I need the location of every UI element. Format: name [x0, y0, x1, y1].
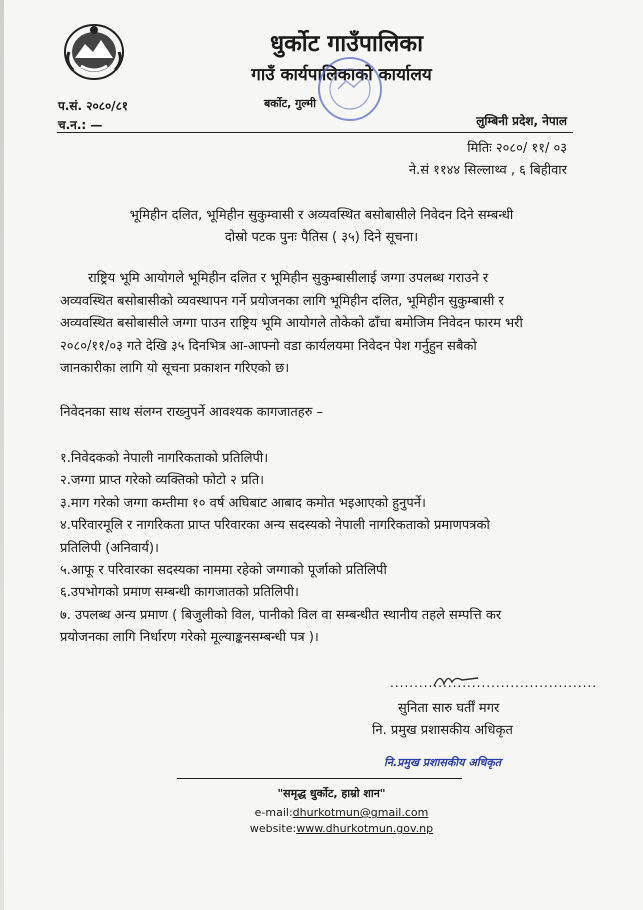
footer-slogan: "समृद्ध धुर्कोट, हाम्रो शान": [277, 787, 386, 800]
body-line: राष्ट्रिय भूमि आयोगले भूमिहीन दलित र भूमिहीन सुकुम्बासीलाई जग्गा उपलब्ध गराउने र: [88, 271, 489, 286]
province-label: लुम्बिनी प्रदेश, नेपाल: [476, 114, 567, 128]
date-nepal-sambat: ने.सं ११४४ सिल्लाथ्व , ६ बिहीवार: [408, 163, 567, 178]
body-line: अव्यवस्थित बसोबासीले जग्गा पाउन राष्ट्रिय भूमि आयोगले तोकेको ढाँचा बमोजिम निवेदन फारम भरी: [60, 316, 523, 331]
office-subtitle: गाउँ कार्यपालिकाको कार्यालय: [251, 65, 432, 85]
body-line: जानकारीका लागि यो सूचना प्रकाशन गरिएको छ।: [60, 361, 290, 376]
website-label: website:: [249, 822, 297, 835]
list-item: ४.परिवारमूलि र नागरिकता प्राप्त परिवारका अन्य सदस्यको नेपाली नागरिकताको प्रमाणपत्रको: [60, 518, 490, 534]
list-item: प्रयोजनका लागि निर्धारण गरेको मूल्याङ्कनसम्बन्धी पत्र )।: [60, 630, 319, 646]
signatory-title: नि. प्रमुख प्रशासकीय अधिकृत: [372, 723, 513, 738]
notice-body: [60, 268, 580, 381]
subject-line: भूमिहीन दलित, भूमिहीन सुकुम्वासी र अव्यवस्थित बसोबासीले निवेदन दिने सम्बन्धी: [129, 208, 514, 223]
designation-stamp: नि.प्रमुख प्रशासकीय अधिकृत: [384, 756, 502, 769]
list-item: ३.माग गरेको जग्गा कम्तीमा १० वर्ष अघिबाट आबाद कमोत भइआएको हुनुपर्ने।: [60, 495, 426, 511]
office-location: बर्कोट, गुल्मी: [264, 97, 316, 110]
office-seal-icon: [316, 55, 384, 123]
notice-subject: [60, 205, 583, 249]
documents-heading: निवेदनका साथ संलग्न राख्नुपर्ने आवश्यक कागजातहरु –: [60, 405, 324, 420]
email-label: e-mail:: [254, 806, 293, 819]
footer-email: [0, 806, 643, 819]
subject-line: दोस्रो पटक पुनः पैतिस ( ३५) दिने सूचना।: [224, 230, 419, 245]
reference-number: प.सं. २०८०/८१: [58, 99, 129, 113]
list-item: प्रतिलिपी (अनिवार्य)।: [60, 540, 159, 556]
footer-divider: [177, 778, 462, 779]
website-link[interactable]: www.dhurkotmun.gov.np: [296, 822, 434, 835]
list-item: ७. उपलब्ध अन्य प्रमाण ( बिजुलीको विल, पानीको विल वा सम्बन्धीत स्थानीय तहले सम्पत्ति कर: [60, 607, 502, 623]
list-item: ६.उपभोगको प्रमाण सम्बन्धी कागजातको प्रतिलिपी।: [60, 585, 299, 601]
signatory-name: सुनिता सारु घर्तीं मगर: [398, 701, 500, 716]
documents-list: [60, 448, 590, 650]
email-link[interactable]: dhurkotmun@gmail.com: [292, 806, 429, 819]
body-line: २०८०/११/०३ गते देखि ३५ दिनभित्र आ-आफ्नो वडा कार्यलयमा निवेदन पेश गर्नुहुन सबैको: [60, 338, 477, 354]
dispatch-number: च.न.: —: [58, 118, 103, 132]
page-edge: [0, 0, 4, 910]
body-line: अव्यवस्थित बसोबासीको व्यवस्थापन गर्ने प्रयोजनका लागि भूमिहीन दलित, भूमिहीन सुकुम्बासी र: [60, 293, 504, 309]
list-item: १.निवेदकको नेपाली नागरिकताको प्रतिलिपी।: [60, 451, 269, 466]
signature-line: ...........................................: [390, 676, 598, 690]
office-title: धुर्कोट गाउँपालिका: [269, 31, 424, 57]
header-divider: [57, 132, 573, 133]
date-bs: मितिः २०८०/ ११/ ०३: [467, 141, 567, 156]
list-item: २.जग्गा प्राप्त गरेको व्यक्तिको फोटो २ प्रति।: [60, 473, 265, 489]
list-item: ५.आफू र परिवारका सदस्यका नाममा रहेको जग्गाको पूर्जाको प्रतिलिपी: [60, 563, 387, 579]
footer-website: [0, 822, 643, 835]
